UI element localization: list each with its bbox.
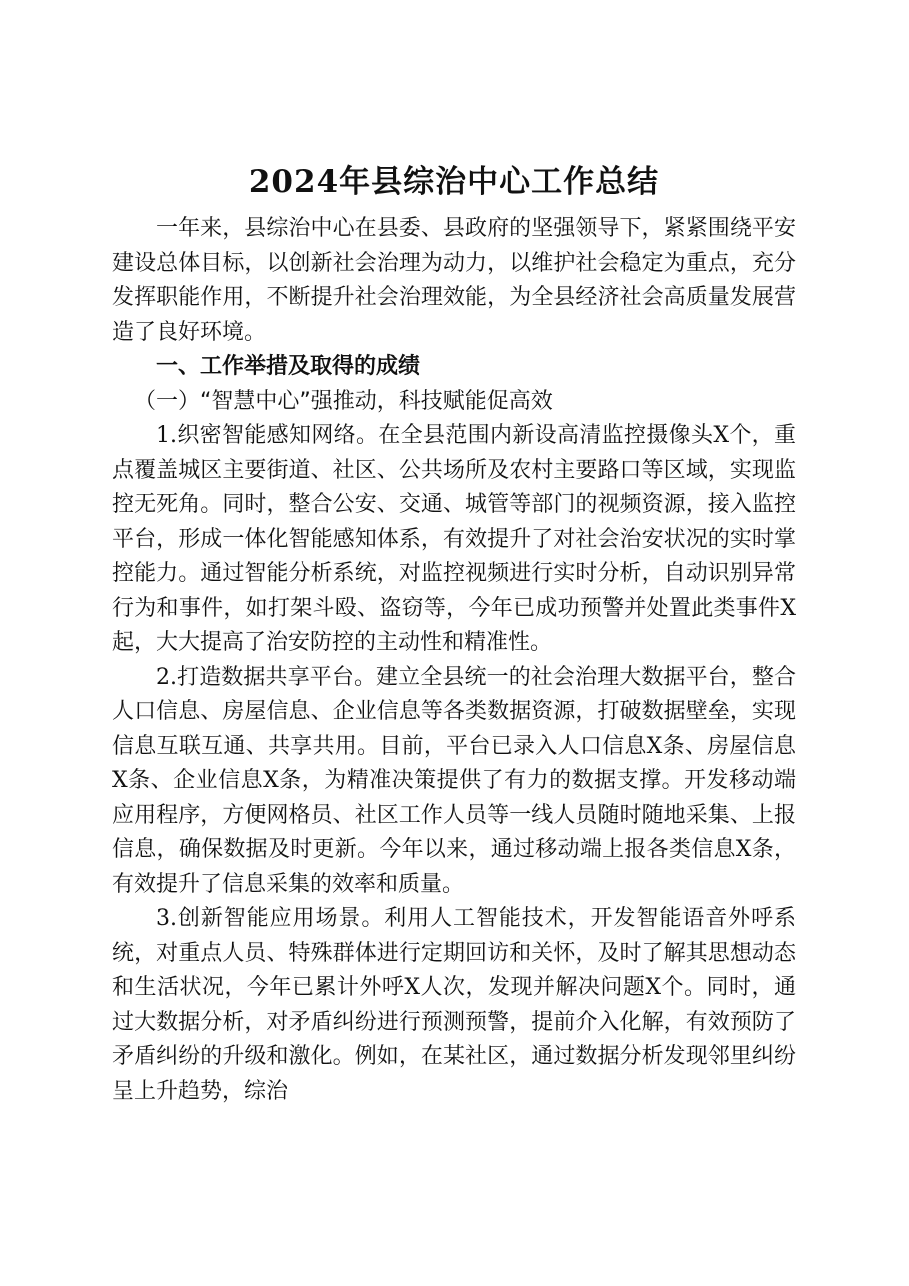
body-paragraph-1: 1.织密智能感知网络。在全县范围内新设高清监控摄像头X个，重点覆盖城区主要街道、社区、公共场所及农村主要路口等区域，实现监控无死角。同时，整合公安、交通、城管等部门的视频资源，接入监控平台，形成一体化智能感知体系，有效提升了对社会治安状况的实时掌控能力。通过智能分析系统，对监控视频进行实时分析，自动识别异常行为和事件，如打架斗殴、盗窃等，今年已成功预警并处置此类事件X起，大大提高了治安防控的主动性和精准性。 [112, 423, 796, 655]
section-heading: 一、工作举措及取得的成绩 [156, 354, 421, 379]
subsection-heading: （一）“智慧中心”强推动，科技赋能促高效 [134, 388, 553, 414]
body-paragraph-2: 2.打造数据共享平台。建立全县统一的社会治理大数据平台，整合人口信息、房屋信息、企业信息等各类数据资源，打破数据壁垒，实现信息互联互通、共享共用。目前，平台已录入人口信息X条、房屋信息X条、企业信息X条，为精准决策提供了有力的数据支撑。开发移动端应用程序，方便网格员、社区工作人员等一线人员随时随地采集、上报信息，确保数据及时更新。今年以来，通过移动端上报各类信息X条，有效提升了信息采集的效率和质量。 [112, 664, 796, 897]
body-paragraph-3: 3.创新智能应用场景。利用人工智能技术，开发智能语音外呼系统，对重点人员、特殊群体进行定期回访和关怀，及时了解其思想动态和生活状况，今年已累计外呼X人次，发现并解决问题X个。同时，通过大数据分析，对矛盾纠纷进行预测预警，提前介入化解，有效预防了矛盾纠纷的升级和激化。例如，在某社区，通过数据分析发现邻里纠纷呈上升趋势，综治 [112, 906, 796, 1104]
document-page [112, 160, 796, 1109]
document-title: 2024年县综治中心工作总结 [248, 164, 660, 200]
intro-paragraph: 一年来，县综治中心在县委、县政府的坚强领导下，紧紧围绕平安建设总体目标，以创新社会治理为动力，以维护社会稳定为重点，充分发挥职能作用，不断提升社会治理效能，为全县经济社会高质量发展营造了良好环境。 [112, 216, 796, 345]
